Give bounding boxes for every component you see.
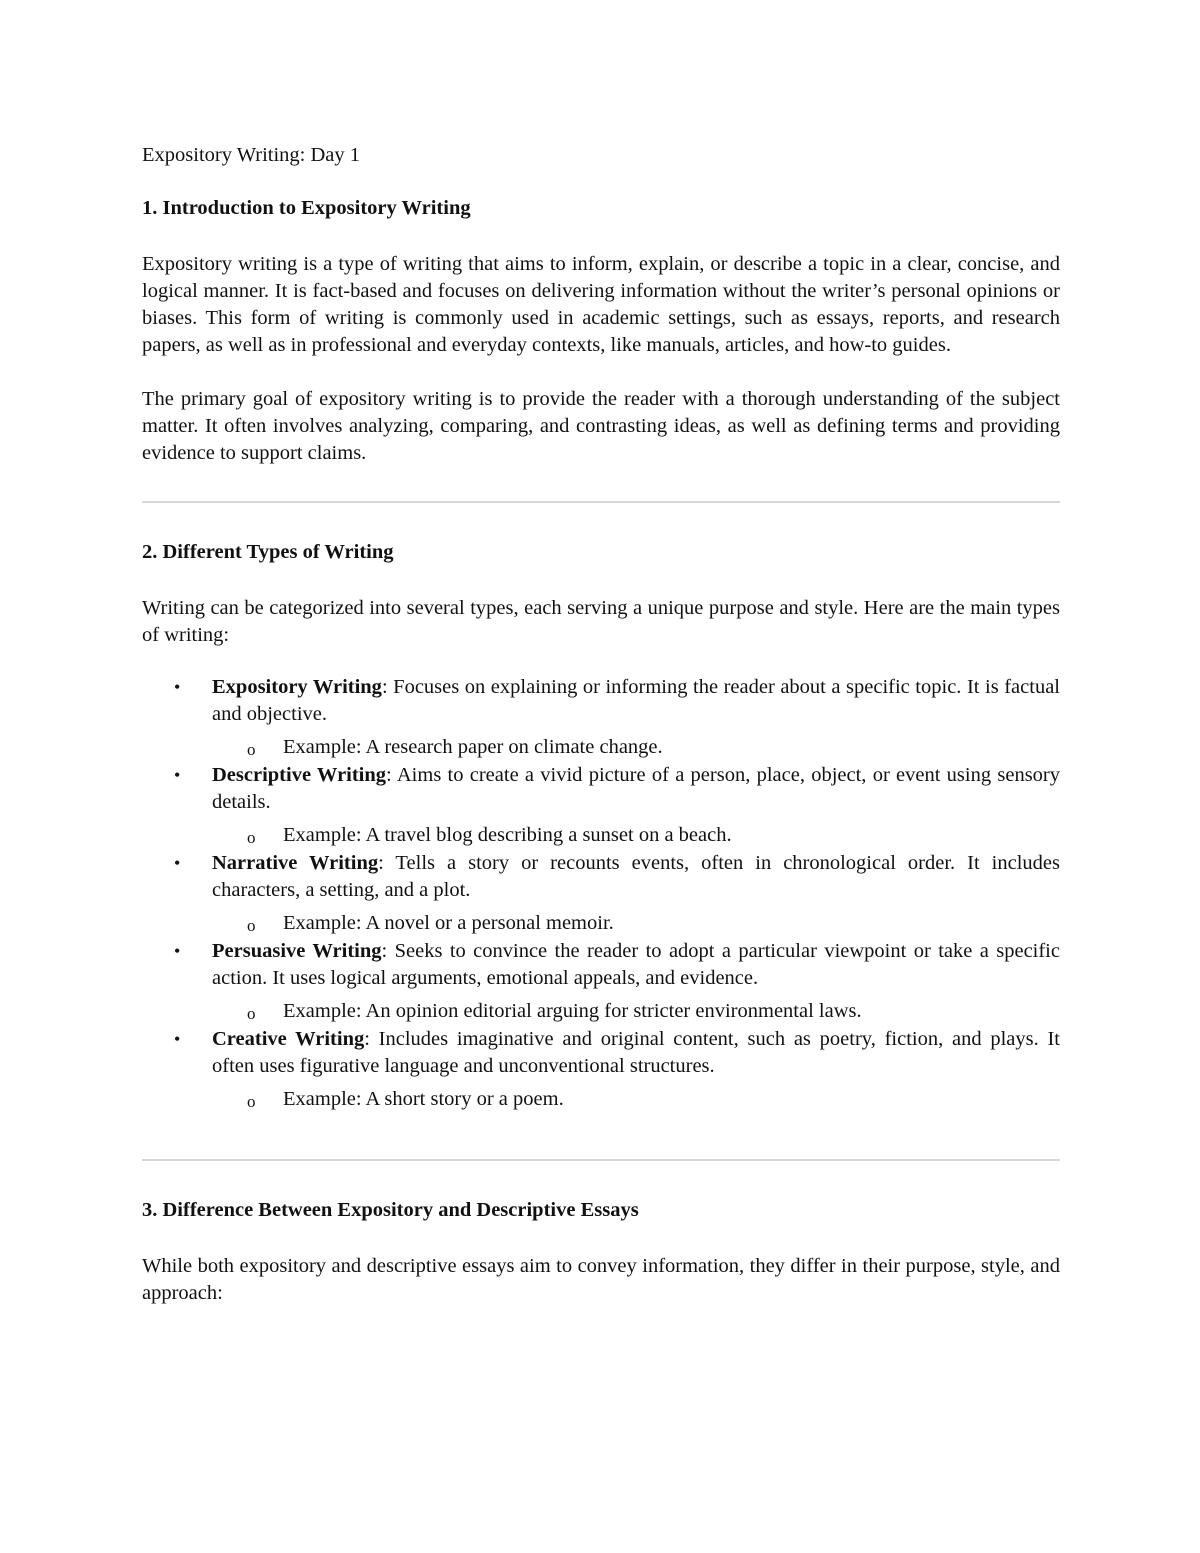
sub-bullet-icon: o (247, 916, 256, 935)
list-item (142, 762, 1060, 849)
type-term: Expository Writing (212, 676, 382, 698)
type-description: : Seeks to convince the reader to adopt a particular viewpoint or take a specific action. It uses logical arguments, emotional appeals, and evidence. (212, 940, 1060, 989)
section-3-intro: While both expository and descriptive essays aim to convey information, they differ in their purpose, style, and approach: (142, 1255, 1060, 1304)
sub-bullet-icon: o (247, 1092, 256, 1111)
type-description: : Tells a story or recounts events, often in chronological order. It includes characters, a setting, and a plot. (212, 852, 1060, 901)
type-term: Creative Writing (212, 1028, 365, 1050)
bullet-icon: • (174, 853, 181, 873)
document-page (142, 142, 1060, 1334)
section-divider (142, 1159, 1060, 1161)
list-item (142, 674, 1060, 761)
sub-list-item (142, 822, 1060, 849)
sub-bullet-icon: o (247, 740, 256, 759)
sub-list-item (142, 910, 1060, 937)
type-example: Example: An opinion editorial arguing for stricter environmental laws. (283, 1000, 862, 1022)
sub-list-item (142, 1086, 1060, 1113)
section-2-heading: 2. Different Types of Writing (142, 541, 394, 563)
sub-bullet-icon: o (247, 1004, 256, 1023)
sub-list-item (142, 734, 1060, 761)
type-example: Example: A research paper on climate change. (283, 736, 663, 758)
type-term: Persuasive Writing (212, 940, 382, 962)
bullet-icon: • (174, 1029, 181, 1049)
bullet-icon: • (174, 765, 181, 785)
type-description: : Includes imaginative and original content, such as poetry, fiction, and plays. It often uses figurative language and unconventional structures. (212, 1028, 1060, 1077)
section-divider (142, 501, 1060, 503)
section-1-paragraph: The primary goal of expository writing is to provide the reader with a thorough understanding of the subject matter. It often involves analyzing, comparing, and contrasting ideas, as well as defining terms and providing evidence to support claims. (142, 388, 1060, 464)
section-3-heading: 3. Difference Between Expository and Descriptive Essays (142, 1199, 639, 1221)
type-description: : Focuses on explaining or informing the reader about a specific topic. It is factual and objective. (212, 676, 1060, 725)
bullet-icon: • (174, 677, 181, 697)
list-item (142, 850, 1060, 937)
type-example: Example: A short story or a poem. (283, 1088, 564, 1110)
list-item (142, 1026, 1060, 1113)
sub-list-item (142, 998, 1060, 1025)
type-description: : Aims to create a vivid picture of a person, place, object, or event using sensory details. (212, 764, 1060, 813)
section-1-heading: 1. Introduction to Expository Writing (142, 197, 471, 219)
writing-types-list (142, 674, 1060, 1113)
type-term: Narrative Writing (212, 852, 379, 874)
sub-bullet-icon: o (247, 828, 256, 847)
bullet-icon: • (174, 941, 181, 961)
section-2-intro: Writing can be categorized into several types, each serving a unique purpose and style. Here are the main types of writing: (142, 597, 1060, 646)
list-item (142, 938, 1060, 1025)
type-example: Example: A travel blog describing a sunset on a beach. (283, 824, 732, 846)
document-title: Expository Writing: Day 1 (142, 144, 361, 166)
section-1-paragraph: Expository writing is a type of writing that aims to inform, explain, or describe a topic in a clear, concise, and logical manner. It is fact-based and focuses on delivering information without the writer’s personal opinions or biases. This form of writing is commonly used in academic settings, such as essays, reports, and research papers, as well as in professional and everyday contexts, like manuals, articles, and how-to guides. (142, 253, 1060, 356)
type-example: Example: A novel or a personal memoir. (283, 912, 614, 934)
type-term: Descriptive Writing (212, 764, 387, 786)
